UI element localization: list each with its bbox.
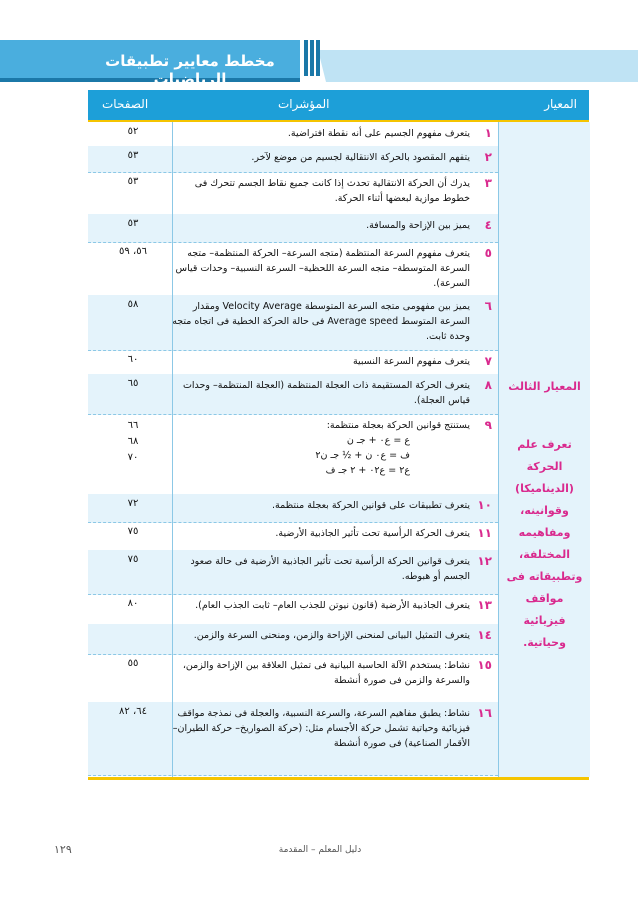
row-number: ٩ [484,418,492,432]
page-title: مخطط معايير تطبيقات الرياضيات [105,52,275,88]
row-pages: ٥٣ [127,150,139,161]
table-header [88,90,589,122]
table-row [88,146,498,173]
row-pages: ٥٨ [127,299,139,310]
row-pages: ٥٣ [127,176,139,187]
row-indicator: يتفهم المقصود بالحركة الانتقالية لجسيم من موضع لآخر. [251,152,470,163]
standard-description: تعرف علم الحركة (الديناميكا) وقوانينه، ومفاهيمه المختلفة، وتطبيقاته فى مواقف فيزيائية وحياتية. [506,438,583,649]
table-row [88,122,498,147]
row-number: ١٥ [477,658,492,672]
table-row [88,414,498,495]
row-pages: ٧٥ [127,554,139,565]
table-row [88,494,498,523]
footer-text: دليل المعلم – المقدمة [278,845,362,855]
table-row [88,350,498,375]
row-indicator: نشاط: يستخدم الآلة الحاسبة البيانية فى تمثيل العلاقة بين الإزاحة والزمن، والسرعة والزمن فى صورة أنشطة [182,660,470,686]
row-number: ١٦ [477,706,492,720]
row-number: ١١ [477,526,492,540]
formula-line: ع٢ = ع٠٢ + ٢ جـ ف [325,465,410,476]
row-indicator: يتعرف تطبيقات على قوانين الحركة بعجلة منتظمة. [271,500,470,511]
row-number: ١ [484,126,492,140]
row-pages: ٦٠ [127,354,139,365]
row-indicator: يدرك أن الحركة الانتقالية تحدث إذا كانت جميع نقاط الجسم تتحرك فى خطوط موازية لبعضها أثناء الحركة. [194,178,470,204]
row-indicator: يميز بين مفهومى متجه السرعة المتوسطة Velocity Average ومقدار السرعة المتوسط Average speed فى حالة الحركة الخطية فى اتجاه متجه وحدة ثابت. [172,301,470,342]
row-indicator: يتعرف قوانين الحركة الرأسية تحت تأثير الجاذبية الأرضية فى حالة صعود الجسم أو هبوطه. [190,556,470,582]
table-row [88,594,498,625]
row-pages: ٦٥ [127,378,139,389]
formula-line: ع = ع٠ + جـ ن [346,435,410,446]
standard-title: المعيار الثالث [508,380,581,393]
table-row [88,522,498,551]
row-pages: ٦٤، ٨٢ [119,706,147,717]
row-pages: ٧٢ [127,498,139,509]
row-pages: ٦٦ ٦٨ ٧٠ [127,420,139,463]
row-pages: ٨٠ [127,598,139,609]
standards-table [88,90,589,777]
row-indicator: يتعرف الحركة الرأسية تحت تأثير الجاذبية الأرضية. [275,528,470,539]
row-indicator: يتعرف الجاذبية الأرضية (قانون نيوتن للجذب العام– ثابت الجذب العام). [195,600,470,611]
table-row [88,214,498,243]
table-row [88,172,498,215]
row-number: ١٢ [477,554,492,568]
table-row [88,295,498,351]
row-indicator: يتعرف مفهوم السرعة المنتظمة (متجه السرعة– الحركة المنتظمة– متجه السرعة المتوسطة– متجه السرعة اللحظية– السرعة النسبية– وحدات قياس السرعة). [175,248,470,289]
row-pages: ٥٣ [127,218,139,229]
row-indicator: يميز بين الإزاحة والمسافة. [366,220,470,231]
row-number: ١٠ [477,498,492,512]
page-number: ١٢٩ [54,843,72,856]
column-divider [172,122,173,777]
row-indicator: نشاط: يطبق مفاهيم السرعة، والسرعة النسبية، والعجلة فى نمذجة مواقف فيزيائية وحياتية تشمل حركة الأجسام مثل: (حركة الصواريخ– حركة الطيران– الأقمار الصناعية) فى صورة أنشطة [172,708,470,749]
row-pages: ٧٥ [127,526,139,537]
table-bottom-rule [88,777,589,780]
row-number: ٤ [484,218,492,232]
header-pages: الصفحات [102,97,149,111]
row-indicator: يتعرف مفهوم السرعة النسبية [352,356,470,367]
table-row [88,654,498,703]
row-indicator-text: يستنتج قوانين الحركة بعجلة منتظمة: [326,420,470,431]
row-number: ٧ [484,354,492,368]
standard-column [498,122,590,777]
table-row [88,624,498,655]
indicator-rows [88,122,498,777]
row-pages: ٥٥ [127,658,139,669]
row-pages: ٥٦، ٥٩ [119,246,147,257]
formula-line: ف = ع٠ ن + ½ جـ ن٢ [315,450,410,461]
table-row [88,242,498,296]
row-number: ٥ [484,246,492,260]
row-pages: ٥٢ [127,126,139,137]
row-indicator: يتعرف التمثيل البيانى لمنحنى الإزاحة والزمن، ومنحنى السرعة والزمن. [193,630,470,641]
row-number: ١٣ [477,598,492,612]
row-indicator: يتعرف مفهوم الجسيم على أنه نقطة افتراضية. [287,128,470,139]
row-number: ٣ [484,176,492,190]
row-indicator [172,418,470,478]
row-number: ٢ [484,150,492,164]
row-number: ٨ [484,378,492,392]
table-row [88,702,498,776]
table-row [88,374,498,415]
row-indicator: يتعرف الحركة المستقيمة ذات العجلة المنتظمة (العجلة المنتظمة– وحدات قياس العجلة). [182,380,470,406]
row-number: ١٤ [477,628,492,642]
row-number: ٦ [484,299,492,313]
table-row [88,550,498,595]
header-standard: المعيار [544,97,577,111]
header-indicators: المؤشرات [278,97,330,111]
